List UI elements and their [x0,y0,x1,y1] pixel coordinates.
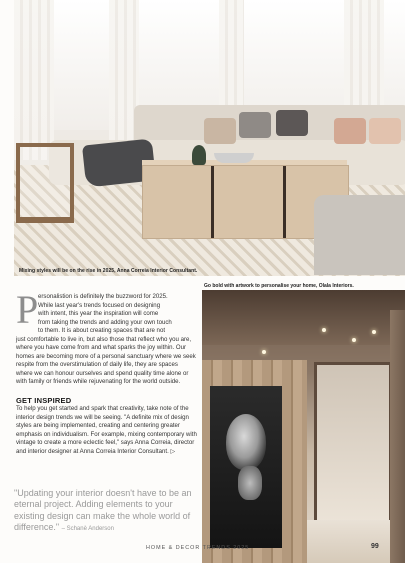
lead-line: ersonalistion is definitely the buzzword for 2025. [38,293,168,300]
cushion [369,118,401,144]
ceiling-light [322,328,326,332]
section-heading: GET INSPIRED [16,396,72,405]
grey-armchair [314,195,405,275]
end-mark-icon: ▷ [170,447,176,455]
plant [192,145,206,165]
curtain [14,0,54,160]
ceiling [202,290,405,345]
drop-cap: P [16,287,39,332]
cushion [204,118,236,144]
body-text: To help you get started and spark that creativity, take note of the interior design trends we will be seeing. "A definite mix of design styles are being implemented, creating and centering greater emphasis on individualism. For example, mixing contemporary with vintage to create a more eclectic feel," says Anna Correia, director and interior designer at Anna Correia Interior Consultant. [16,405,197,455]
lead-line: from taking the trends and adding your own touch [38,318,172,326]
page-number: 99 [371,543,379,550]
lead-paragraph [16,287,196,387]
cushion [334,118,366,144]
ceiling-light [352,338,356,342]
living-room-photo [14,0,405,276]
portrait-hand [238,466,262,500]
table-seam [211,166,214,238]
lead-rest: just comfortable to live in, but also those that reflect who you are, where you have come from and what sparks the joy within. Our homes are becoming more of a personal sanctuary where we seek respite from the overstimulation of daily life, they are spaces where we can honour ourselves and spend quality time alone or with family or friends while rejuvenating for the world outside. [16,335,196,386]
pull-quote [14,488,198,536]
table-seam [283,166,286,238]
ceiling-light [372,330,376,334]
body-paragraph [16,405,198,456]
portrait-face [226,414,266,470]
black-and-white-portrait-artwork [210,386,282,548]
lead-line: While last year's trends focused on designing [38,301,161,309]
quote-text: "Updating your interior doesn't have to be an eternal project. Adding elements to your existing design can make the whole world of difference." [14,488,192,533]
cushion [239,112,271,138]
magazine-footer: HOME & DECOR TRENDS 2025 [146,545,250,551]
cushion [276,110,308,136]
wooden-side-table [16,143,74,223]
wood-panel [390,310,405,563]
hallway-photo [202,290,405,563]
photo-caption-top: Mixing styles will be on the rise in 2025, Anna Correia Interior Consultant. [19,268,198,274]
quote-attribution: – Schanè Anderson [61,526,114,533]
lead-line: to them. It is about creating spaces that are not [38,327,166,335]
fruit-bowl [214,153,254,163]
article-lead [16,287,196,387]
doorway [314,362,392,544]
ceiling-light [262,350,266,354]
lead-line: with intent, this year the inspiration will come [38,310,159,318]
photo-caption-right: Go bold with artwork to personalise your home, Olala Interiors. [204,283,354,289]
